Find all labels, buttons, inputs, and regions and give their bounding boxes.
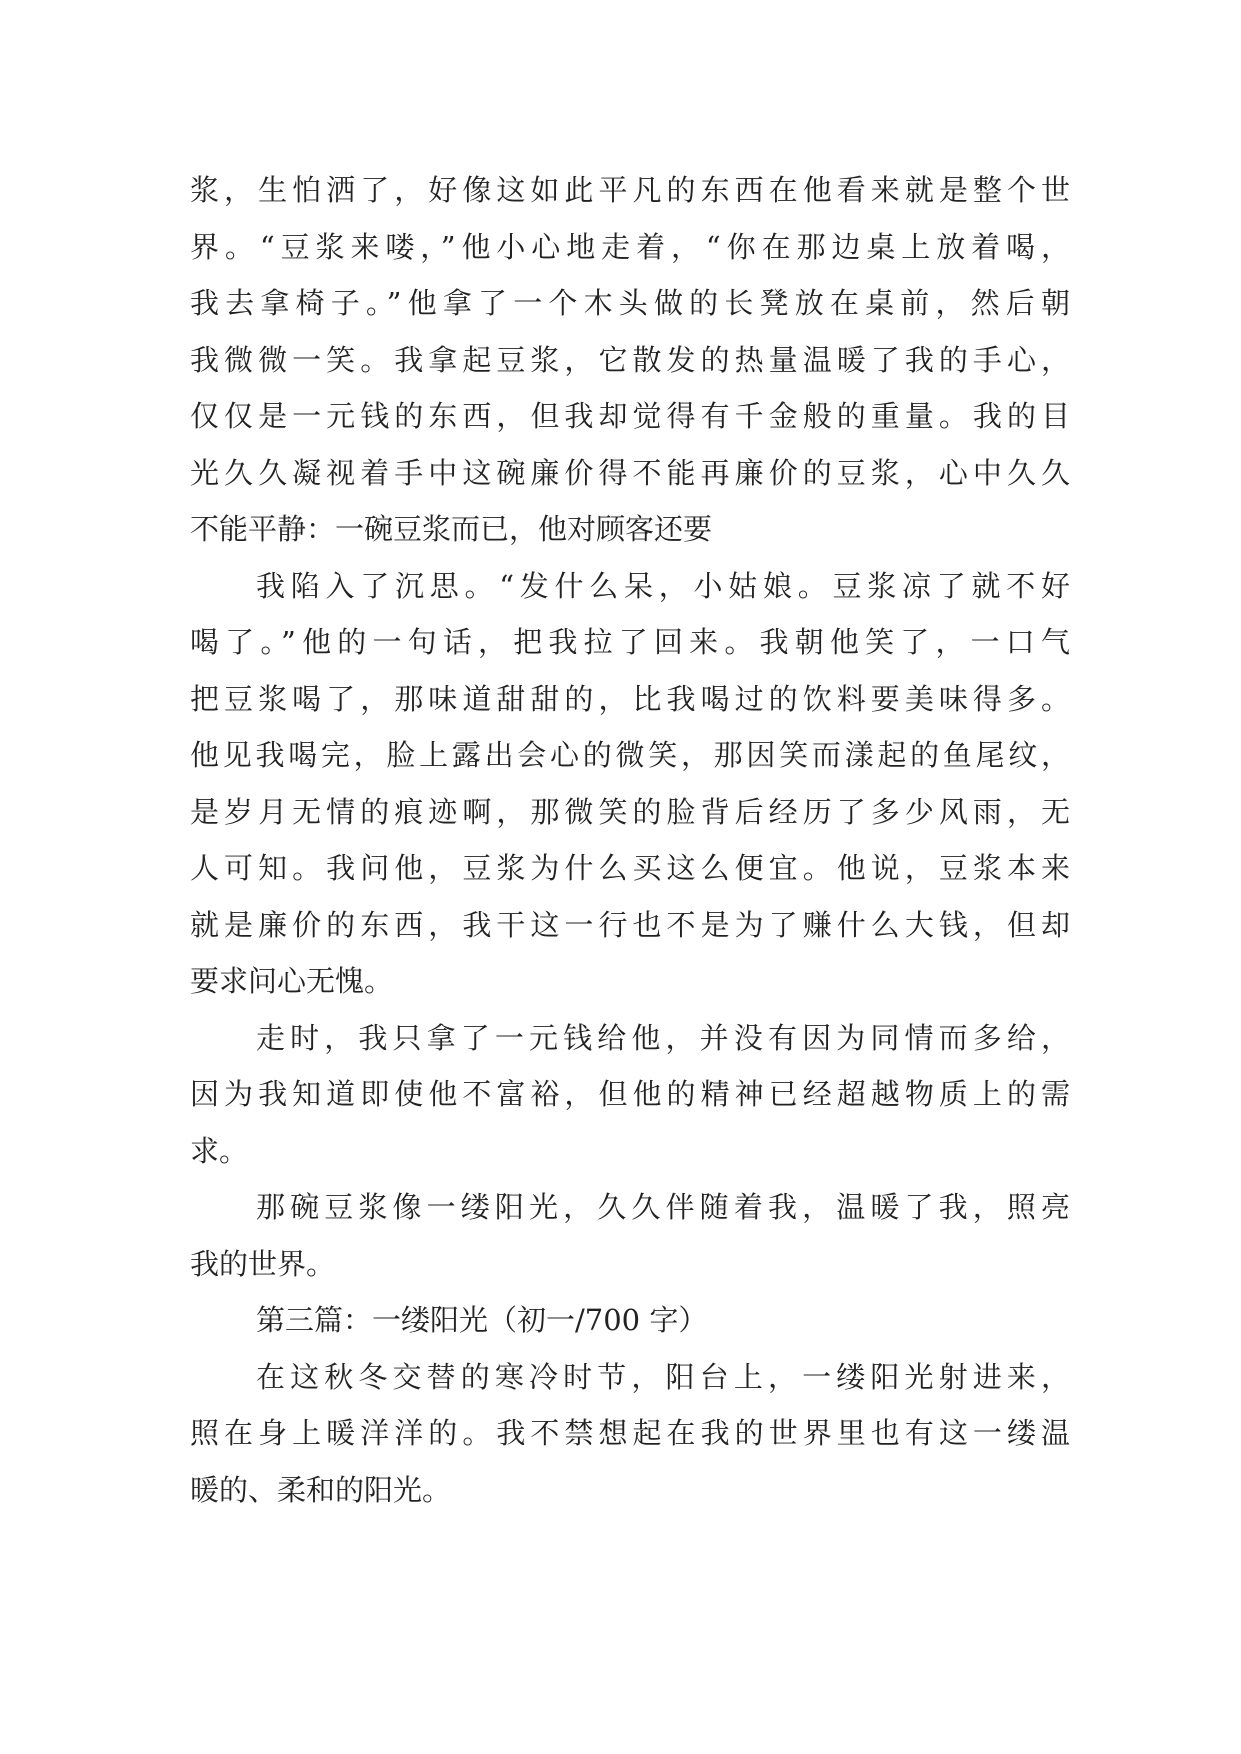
text-line: 不能平静：一碗豆浆而已，他对顾客还要	[190, 512, 713, 546]
text-line: 光久久凝视着手中这碗廉价得不能再廉价的豆浆，心中久久	[190, 455, 1070, 490]
paragraph-first-line: 我陷入了沉思。“发什么呆，小姑娘。豆浆凉了就不好	[256, 568, 1070, 603]
text-line: 喝了。”他的一句话，把我拉了回来。我朝他笑了，一口气	[190, 625, 1070, 659]
text-line: 暖的、柔和的阳光。	[190, 1472, 452, 1507]
paragraph-first-line: 走时，我只拿了一元钱给他，并没有因为同情而多给，	[256, 1020, 1070, 1055]
section-heading: 第三篇：一缕阳光（初一/700 字）	[256, 1303, 708, 1337]
text-line: 我去拿椅子。”他拿了一个木头做的长凳放在桌前，然后朝	[190, 286, 1070, 320]
text-line: 要求问心无愧。	[190, 964, 394, 998]
text-line: 人可知。我问他，豆浆为什么买这么便宜。他说，豆浆本来	[190, 851, 1070, 885]
text-line: 因为我知道即使他不富裕，但他的精神已经超越物质上的需	[190, 1077, 1070, 1111]
text-line: 浆，生怕洒了，好像这如此平凡的东西在他看来就是整个世	[190, 173, 1070, 207]
text-line: 他见我喝完，脸上露出会心的微笑，那因笑而漾起的鱼尾纹，	[190, 738, 1070, 772]
text-line: 就是廉价的东西，我干这一行也不是为了赚什么大钱，但却	[190, 907, 1070, 942]
text-line: 我微微一笑。我拿起豆浆，它散发的热量温暖了我的手心，	[190, 342, 1070, 377]
text-line: 仅仅是一元钱的东西，但我却觉得有千金般的重量。我的目	[190, 399, 1070, 433]
paragraph-first-line: 那碗豆浆像一缕阳光，久久伴随着我，温暖了我，照亮	[256, 1190, 1070, 1224]
paragraph-first-line: 在这秋冬交替的寒冷时节，阳台上，一缕阳光射进来，	[256, 1359, 1070, 1394]
document-body	[190, 162, 1070, 1518]
text-line: 界。“豆浆来喽，”他小心地走着，“你在那边桌上放着喝，	[190, 229, 1070, 264]
text-line: 我的世界。	[190, 1246, 336, 1281]
text-line: 是岁月无情的痕迹啊，那微笑的脸背后经历了多少风雨，无	[190, 794, 1070, 829]
text-line: 求。	[190, 1133, 249, 1168]
text-line: 照在身上暖洋洋的。我不禁想起在我的世界里也有这一缕温	[190, 1416, 1070, 1450]
text-line: 把豆浆喝了，那味道甜甜的，比我喝过的饮料要美味得多。	[190, 681, 1070, 716]
